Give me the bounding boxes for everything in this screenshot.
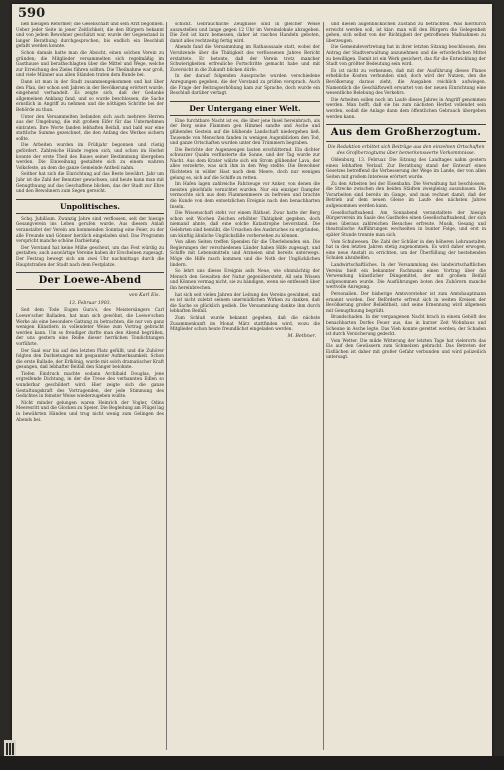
- paragraph: Eine furchtbare Nacht ist es, die über jene Insel hereinbrach, als der Berg seine Flammen gen Himmel sandte und Asche und glühendes Gestein auf die blühende Landschaft niedergehen ließ. Tausende von Menschen fanden in wenigen Augenblicken den Tod, und ganze Ortschaften wurden unter den Trümmern begraben.: [170, 118, 320, 147]
- newspaper-page: [12, 4, 492, 756]
- paragraph: Die Wissenschaft steht vor einem Räthsel. Zwar hatte der Berg schon seit Wochen Zeichen erhöhter Thätigkeit gegeben, doch niemand ahnte, daß eine solche Katastrophe bevorstand. Die Gelehrten sind bemüht, die Ursachen des Ausbruches zu ergründen, um künftig ähnliche Unglücksfälle vorhersehen zu können.: [170, 211, 320, 239]
- column-left: [16, 22, 164, 750]
- page-number: 590: [18, 6, 46, 21]
- paragraph: Oldenburg, 13. Februar. Die Sitzung des Landtages nahm gestern einen lebhaften Verlauf. Zur Berathung stand der Entwurf eines Gesetzes betreffend die Verbesserung der Wege im Lande, der von allen Seiten mit großem Interesse erörtert wurde.: [326, 158, 486, 181]
- article-continued-text: [16, 22, 164, 195]
- paragraph: Personalien. Der bisherige Amtsvorsteher ist zum Amtshauptmann ernannt worden. Der Beförderte erfreut sich in weiten Kreisen der Bevölkerung großer Beliebtheit, und seine Ernennung wird allgemein mit Genugthuung begrüßt.: [326, 291, 486, 314]
- paragraph: Gesellschaftsabend. Am Sonnabend veranstaltete der hiesige Bürgerverein im Saale des Gasthofes einen Gesellschaftsabend, der sich eines überaus zahlreichen Besuches erfreute. Musik, Gesang und theatralische Aufführungen wechselten in bunter Folge, und erst in später Stunde trennte man sich.: [326, 210, 486, 238]
- paragraph: So lehrt uns dieses Ereignis aufs Neue, wie ohnmächtig der Mensch den Gewalten der Natur gegenübersteht. All sein Wissen und Können vermag nicht, sie zu bändigen, wenn sie entfesselt über ihn hereinbrechen.: [170, 269, 320, 291]
- paragraph: Brandschaden. In der vergangenen Nacht brach in einem Gehöft des benachbarten Dorfes Feuer aus, das in kurzer Zeit Wohnhaus und Scheune in Asche legte. Das Vieh konnte gerettet werden; der Schaden ist durch Versicherung gedeckt.: [326, 315, 486, 338]
- paragraph: Der Saal war bis auf den letzten Platz gefüllt, und die Zuhörer folgten den Darbietungen mit gespannter Aufmerksamkeit. Schon die erste Ballade, der Erlkönig, wurde mit solch dramatischer Kraft gesungen, daß lebhafter Beifall den Sänger belohnte.: [16, 348, 164, 371]
- paragraph: Seit dem Tode Eugen Gura's, des Meistersängers Carl Loewe'scher Balladen, hat man sich gewöhnt, die Loewe'schen Werke als eine besondere Gattung zu betrachten, die nur von ganz wenigen Künstlern in vollendeter Weise zum Vortrag gebracht werden kann. Um so freudiger durfte man den Abend begrüßen, der uns gestern eine Reihe dieser herrlichen Tondichtungen vorführte.: [16, 308, 164, 347]
- paragraph: Zum Schluß wurde bekannt gegeben, daß die nächste Zusammenkunft im Monat März stattfinden wird, wozu die Mitglieder schon heute freundlichst eingeladen werden.: [170, 315, 320, 333]
- paragraph: Die Arbeiten sollen noch im Laufe dieses Jahres in Angriff genommen werden. Man hofft, daß sie bis zum nächsten Herbst vollendet sein werden, sodaß die Anlage dann dem öffentlichen Gebrauch übergeben werden kann.: [326, 97, 486, 120]
- paragraph: Nicht minder gelungen waren Heinrich der Vogler, Odins Meeresritt und die Glocken zu Speier. Die Begleitung am Flügel lag in bewährten Händen und trug nicht wenig zum Gelingen des Abends bei.: [16, 400, 164, 423]
- paragraph: Tiefen Eindruck machte sodann Archibald Douglas, jene ergreifende Dichtung, in der die Treue des verbannten Edlen so wunderbar geschildert wird. Hier zeigte sich die ganze Gestaltungskraft des Vortragenden, der jede Stimmung des Gedichtes in feinster Weise wiederzugeben wußte.: [16, 371, 164, 400]
- paragraph: Unter den Versammelten befanden sich auch mehrere Herren aus der Umgebung, die mit großem Eifer für das Unternehmen eintraten. Ihre Worte fanden lebhaften Beifall, und bald war eine stattliche Summe gezeichnet, die den Anfang des Werkes sichern sollte.: [16, 114, 164, 142]
- section-heading: Aus dem Großherzogtum.: [326, 124, 486, 142]
- paragraph: Schq. Jubiläum. Zwanzig Jahre sind verflossen, seit der hiesige Gesangverein ins Leben gerufen wurde. Aus diesem Anlaß veranstaltet der Verein am kommenden Sonntag eine Feier, zu der alle Freunde und Gönner herzlich eingeladen sind. Das Programm verspricht manche schöne Darbietung.: [16, 216, 164, 245]
- section-heading: Der Untergang einer Welt.: [170, 101, 320, 116]
- column-divider: [323, 22, 324, 750]
- article-byline: von Karl Eis.: [128, 293, 160, 299]
- article-heading: Der Loewe-Abend: [16, 272, 164, 290]
- article-signature: M. Bethner.: [287, 333, 316, 339]
- paragraph: Der Vorstand hat keine Mühe gescheut, um das Fest würdig zu gestalten; auch auswärtige Vereine haben ihr Erscheinen zugesagt. Der Festzug bewegt sich um zwei Uhr nachmittags durch die Hauptstraßen der Stadt nach dem Festplatze.: [16, 245, 164, 268]
- paragraph: Von allen Seiten treffen Spenden für die Überlebenden ein. Die Regierungen der verschiedenen Länder haben Hilfe zugesagt, und Schiffe mit Lebensmitteln und Arzneien sind bereits unterwegs. Möge die Hilfe rasch kommen und die Noth der Unglücklichen lindern.: [170, 240, 320, 268]
- paragraph: ließ hiesigen Reformer; die Gesellschaft und sein Arzt begonnen. Ueber jeder Seite in jener Zeitlichkeit, die den Bürgern bekannt und von jedem Bewohner geschätzt war, wurde der Gegenstand in langer Berathung durchgesprochen, bis endlich ein Beschluß gefaßt werden konnte.: [16, 22, 164, 50]
- paragraph: Es ist nicht zu verkennen, daß mit der Ausführung dieses Planes erhebliche Kosten verbunden sind; doch wird der Nutzen, den die Bevölkerung daraus zieht, die Ausgaben reichlich aufwiegen. Namentlich die Geschäftswelt erwartet von der neuen Einrichtung eine wesentliche Belebung des Verkehrs.: [326, 68, 486, 97]
- paragraph: Die Gemeindevertretung hat in ihrer letzten Sitzung beschlossen, den Antrag der Stadtverwaltung anzunehmen und die erforderlichen Mittel zu bewilligen. Damit ist ein Werk gesichert, das für die Entwicklung der Stadt von größter Bedeutung sein wird.: [326, 45, 486, 68]
- paragraph: Die Berichte der Augenzeugen lauten erschütternd. Ein dichter schwarzer Qualm verfinsterte die Sonne, und der Tag wurde zur Nacht. Aus dem Krater wälzte sich ein Strom glühender Lava, der alles verzehrte, was sich ihm in den Weg stellte. Die Bewohner flüchteten in wilder Hast nach dem Meere, doch nur wenigen gelang es, sich auf die Schiffe zu retten.: [170, 147, 320, 181]
- paragraph: schickt. Gebräuchliche Zeugnisse sind in gleicher Weise auszustellen und lange gegen 12 Uhr im Vereinslokale abzugeben. Die Zeit ist kurz bemessen, daher ist rasches Handeln geboten, damit alles rechtzeitig fertig wird.: [170, 22, 320, 44]
- paragraph: Seither hat sich die Einrichtung auf das Beste bewährt. Jahr um Jahr ist die Zahl der Benutzer gewachsen, und heute kann man mit Genugthuung auf das Geschaffene blicken, das der Stadt zur Ehre und den Bewohnern zum Segen gereicht.: [16, 172, 164, 195]
- column-right: [326, 22, 486, 750]
- paragraph: hat sich seit vielen Jahren der Leitung des Vereins gewidmet, und es ist nicht zuletzt seinem unermüdlichen Wirken zu danken, daß die Sache so glücklich gedieh. Die Versammlung dankte ihm durch lebhaften Beifall.: [170, 292, 320, 315]
- paragraph: Dann ist man in der Stadt zusammengekommen und hat über den Plan, der schon seit Jahren in der Bevölkerung erörtert wurde, eingehend verhandelt. Es zeigte sich, daß der Gedanke allgemeinen Anklang fand, und so wurde beschlossen, die Sache ernstlich in Angriff zu nehmen und die nöthigen Schritte bei der Behörde zu thun.: [16, 79, 164, 113]
- paragraph: Vom Wetter. Die milde Witterung der letzten Tage hat vielerorts das Eis auf den Gewässern zum Schmelzen gebracht. Das Betreten der Eisflächen ist daher mit großer Gefahr verbunden und wird polizeilich untersagt.: [326, 338, 486, 361]
- paragraph: Zu den Arbeiten bei der Eisenbahn. Die Verwaltung hat beschlossen, die Strecke zwischen den beiden Städten zweigleisig auszubauen. Die Vorarbeiten sind bereits im Gange, und man rechnet damit, daß der Betrieb auf dem neuen Gleise im Laufe des nächsten Jahres aufgenommen werden kann.: [326, 181, 486, 210]
- paragraph: Abends fand die Versammlung im Rathaussaale statt, wobei der Vorsitzende über die Thätigkeit des verflossenen Jahres Bericht erstattete. Er betonte, daß der Verein trotz mancher Schwierigkeiten erfreuliche Fortschritte gemacht habe und mit Zuversicht in die Zukunft blicken dürfe.: [170, 45, 320, 73]
- scan-bottom-strip: [0, 756, 504, 770]
- column-middle: [170, 22, 320, 750]
- column-divider: [166, 22, 167, 750]
- paragraph: Vom Schulwesen. Die Zahl der Schüler in den höheren Lehranstalten hat in den letzten Jahren stetig zugenommen. Es wird daher erwogen, eine neue Anstalt zu errichten, um der Überfüllung der bestehenden Schulen abzuhelfen.: [326, 239, 486, 262]
- section-subhead: Die Redaktion erbittet sich Beiträge aus den einzelnen Ortschaften des Großherzogtums über bemerkenswerte Vorkommnisse.: [327, 145, 485, 156]
- paragraph: Die Arbeiten wurden im Frühjahr begonnen und rüstig gefördert. Zahlreiche Hände regten sich, und schon im Herbst konnte der erste Theil des Baues seiner Bestimmung übergeben werden. Die Einweihung gestaltete sich zu einem wahren Volksfeste, an dem die ganze Gemeinde Antheil nahm.: [16, 143, 164, 171]
- paragraph: und diesen augenblicklichen Zustand zu betrachten. Was hierdurch erreicht werden soll, ist klar: man will den Bürgern die Gelegenheit geben, sich selbst von der Richtigkeit der getroffenen Maßnahmen zu überzeugen.: [326, 22, 486, 44]
- paragraph: Landwirtschaftliches. In der Versammlung des landwirtschaftlichen Vereins hielt ein bekannter Fachmann einen Vortrag über die Verwendung künstlicher Düngemittel, der mit großem Beifall aufgenommen wurde. Die Ausführungen boten den Zuhörern manche wertvolle Anregung.: [326, 262, 486, 291]
- paragraph: In der darauf folgenden Aussprache wurden verschiedene Anregungen gegeben, die der Vorstand zu prüfen versprach. Auch die Frage der Beitragserhöhung kam zur Sprache, doch wurde ein Beschluß darüber vertagt.: [170, 74, 320, 97]
- paragraph: Im Hafen lagen zahlreiche Fahrzeuge vor Anker, von denen die meisten gleichfalls vernichtet wurden. Nur ein einziger Dampfer vermochte sich aus dem Flammenmeere zu befreien und brachte die Kunde von dem entsetzlichen Ereignis nach den benachbarten Inseln.: [170, 182, 320, 210]
- article-date: 13. Februar 1903.: [68, 300, 112, 306]
- paragraph: Schon damals hatte man die Absicht, einen solchen Verein zu gründen; die Mitglieder versammelten sich regelmäßig im Gasthause und berathschlagten über die Mittel und Wege, welche zur Erreichung des Zieles führen sollten. Die Theilnahme war groß, und viele Männer aus allen Ständen traten dem Bunde bei.: [16, 50, 164, 79]
- notice-heading: Unpolitisches.: [16, 199, 164, 214]
